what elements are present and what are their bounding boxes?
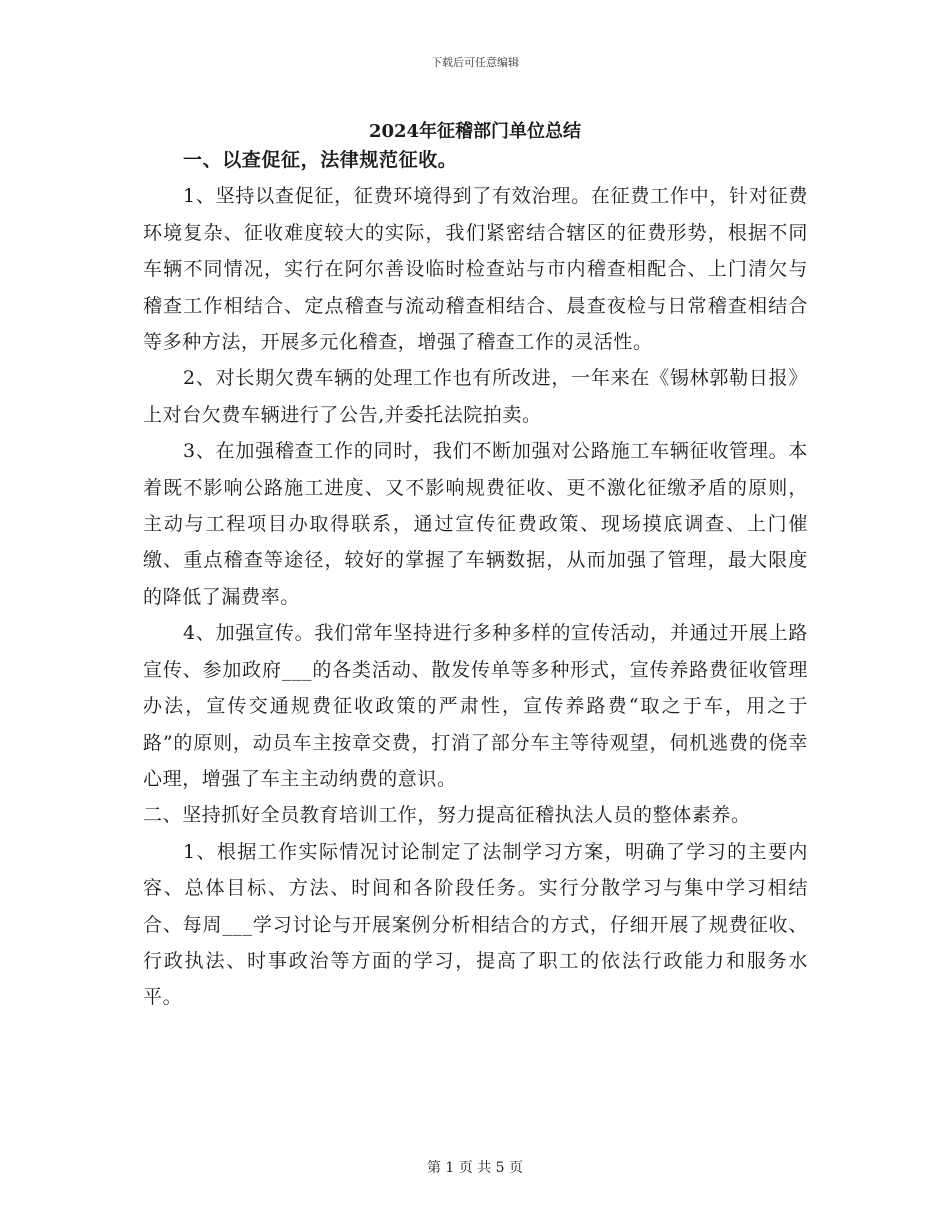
page-footer: 第 1 页 共 5 页 [426,1160,524,1176]
paragraph: 3、在加强稽查工作的同时，我们不断加强对公路施工车辆征收管理。本着既不影响公路施工进度、又不影响规费征收、更不激化征缴矛盾的原则，主动与工程项目办取得联系，通过宣传征费政策、现场摸底调查、上门催缴、重点稽查等途径，较好的掌握了车辆数据，从而加强了管理，最大限度的降低了漏费率。 [143,440,808,608]
section-heading-1: 一、以查促征，法律规范征收。 [183,149,458,171]
document-body [143,142,808,1016]
section-heading-2: 二、坚持抓好全员教育培训工作，努力提高征稽执法人员的整体素养。 [143,804,751,827]
paragraph: 4、加强宣传。我们常年坚持进行多种多样的宣传活动，并通过开展上路宣传、参加政府___的各类活动、散发传单等多种形式，宣传养路费征收管理办法，宣传交通规费征收政策的严肃性，宣传养路费“取之于车，用之于路”的原则，动员车主按章交费，打消了部分车主等待观望，伺机逃费的侥幸心理，增强了车主主动纳费的意识。 [143,622,808,790]
paragraph: 1、坚持以查促征，征费环境得到了有效治理。在征费工作中，针对征费环境复杂、征收难度较大的实际，我们紧密结合辖区的征费形势，根据不同车辆不同情况，实行在阿尔善设临时检查站与市内稽查相配合、上门清欠与稽查工作相结合、定点稽查与流动稽查相结合、晨查夜检与日常稽查相结合等多种方法，开展多元化稽查，增强了稽查工作的灵活性。 [143,185,808,354]
document-title: 2024年征稽部门单位总结 [368,121,582,142]
paragraph: 2、对长期欠费车辆的处理工作也有所改进，一年来在《锡林郭勒日报》上对台欠费车辆进行了公告,并委托法院拍卖。 [143,367,808,426]
page-header: 下载后可任意编辑 [431,56,519,69]
paragraph: 1、根据工作实际情况讨论制定了法制学习方案，明确了学习的主要内容、总体目标、方法、时间和各阶段任务。实行分散学习与集中学习相结合、每周___学习讨论与开展案例分析相结合的方式，仔细开展了规费征收、行政执法、时事政治等方面的学习，提高了职工的依法行政能力和服务水平。 [143,840,808,1009]
